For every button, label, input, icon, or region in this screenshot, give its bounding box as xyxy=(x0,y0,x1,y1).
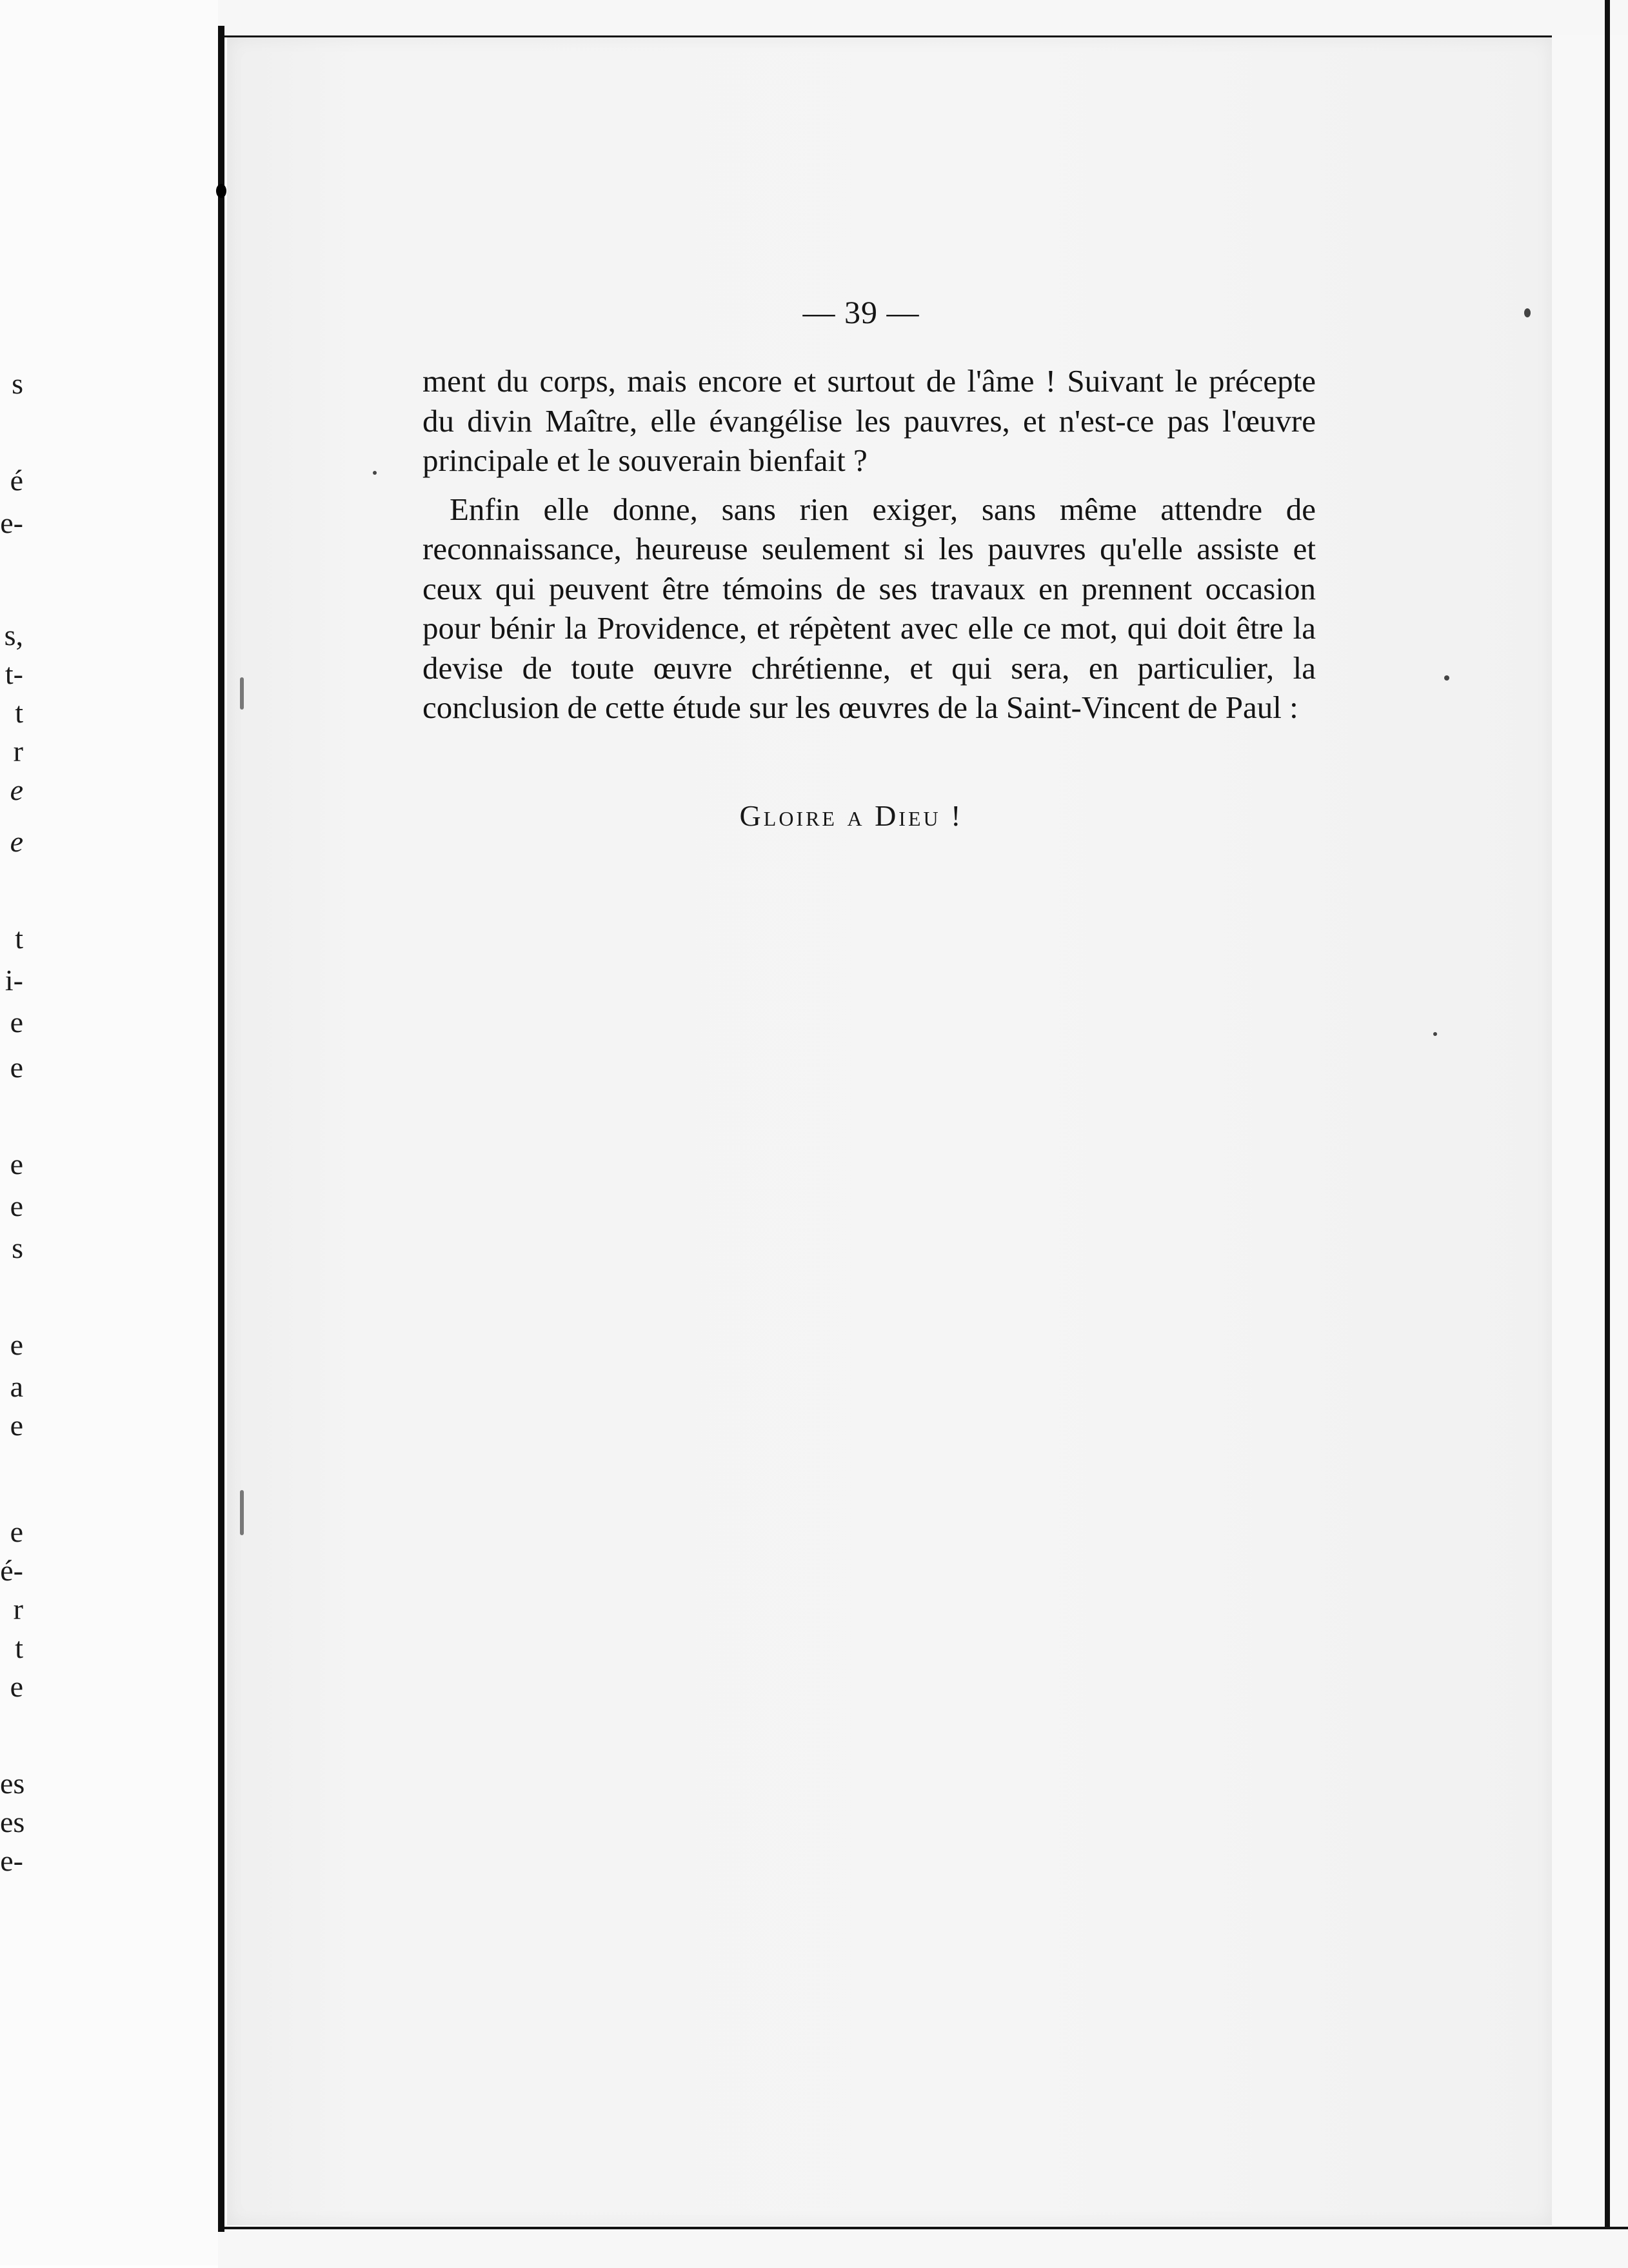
prev-edge-char: t- xyxy=(5,657,23,690)
book-binding-gutter xyxy=(218,26,224,2232)
dust-speck xyxy=(240,1490,244,1535)
prev-edge-char: e xyxy=(10,1051,23,1084)
prev-edge-char: é xyxy=(10,464,23,497)
dust-speck xyxy=(240,677,244,710)
prev-edge-char: e xyxy=(10,1670,23,1703)
closing-line: Gloire a Dieu ! xyxy=(739,799,964,832)
prev-edge-char: é- xyxy=(0,1554,23,1587)
prev-edge-char: e- xyxy=(0,1844,23,1877)
prev-edge-char: e xyxy=(10,1515,23,1548)
dust-speck xyxy=(1524,308,1531,317)
paragraph: Enfin elle donne, sans rien exiger, sans même attendre de reconnaissance, heureuse seulement si les pauvres qu'elle assiste et ceux qui peuvent être témoins de ses travaux en prennent occasion pour bénir la Providence, et répètent avec elle ce mot, qui doit être la devise de toute œuvre chrétienne, et qui sera, en particulier, la conclusion de cette étude sur les œuvres de la Saint-Vincent de Paul : xyxy=(422,491,1316,725)
prev-edge-char: e xyxy=(10,773,23,806)
dust-speck xyxy=(216,184,226,198)
page-number: — 39 — xyxy=(802,294,920,330)
prev-edge-char: t xyxy=(15,1631,23,1664)
scan-right-border xyxy=(1605,0,1610,2265)
prev-edge-char: e xyxy=(10,825,23,858)
prev-edge-char: e xyxy=(10,1409,23,1442)
prev-edge-char: es xyxy=(0,1805,25,1838)
prev-edge-char: e xyxy=(10,1189,23,1222)
prev-edge-char: s, xyxy=(4,619,23,652)
prev-edge-char: e xyxy=(10,1328,23,1361)
scan-bottom-border xyxy=(218,2227,1628,2268)
dust-speck xyxy=(373,471,377,475)
dust-speck xyxy=(1444,675,1449,681)
prev-edge-char: t xyxy=(15,696,23,729)
previous-page-edge xyxy=(0,0,218,2265)
prev-edge-char: t xyxy=(15,922,23,955)
scan-top-border xyxy=(218,0,1628,37)
prev-edge-char: r xyxy=(13,735,23,768)
paragraph: ment du corps, mais encore et surtout de l'âme ! Suivant le précepte du divin Maître, elle évangélise les pauvres, et n'est-ce pas l'œuvre principale et le souverain bienfait ? xyxy=(422,363,1316,478)
prev-edge-char: i- xyxy=(5,964,23,997)
body-text xyxy=(422,361,1316,728)
dust-speck xyxy=(1433,1032,1437,1036)
prev-edge-char: e xyxy=(10,1148,23,1180)
prev-edge-char: s xyxy=(12,367,23,400)
prev-edge-char: e xyxy=(10,1006,23,1039)
prev-edge-char: a xyxy=(10,1370,23,1403)
prev-edge-char: s xyxy=(12,1231,23,1264)
scan-right-margin xyxy=(1552,35,1628,2227)
prev-edge-char: e- xyxy=(0,506,23,539)
prev-edge-char: es xyxy=(0,1767,25,1800)
prev-edge-char: r xyxy=(13,1593,23,1626)
